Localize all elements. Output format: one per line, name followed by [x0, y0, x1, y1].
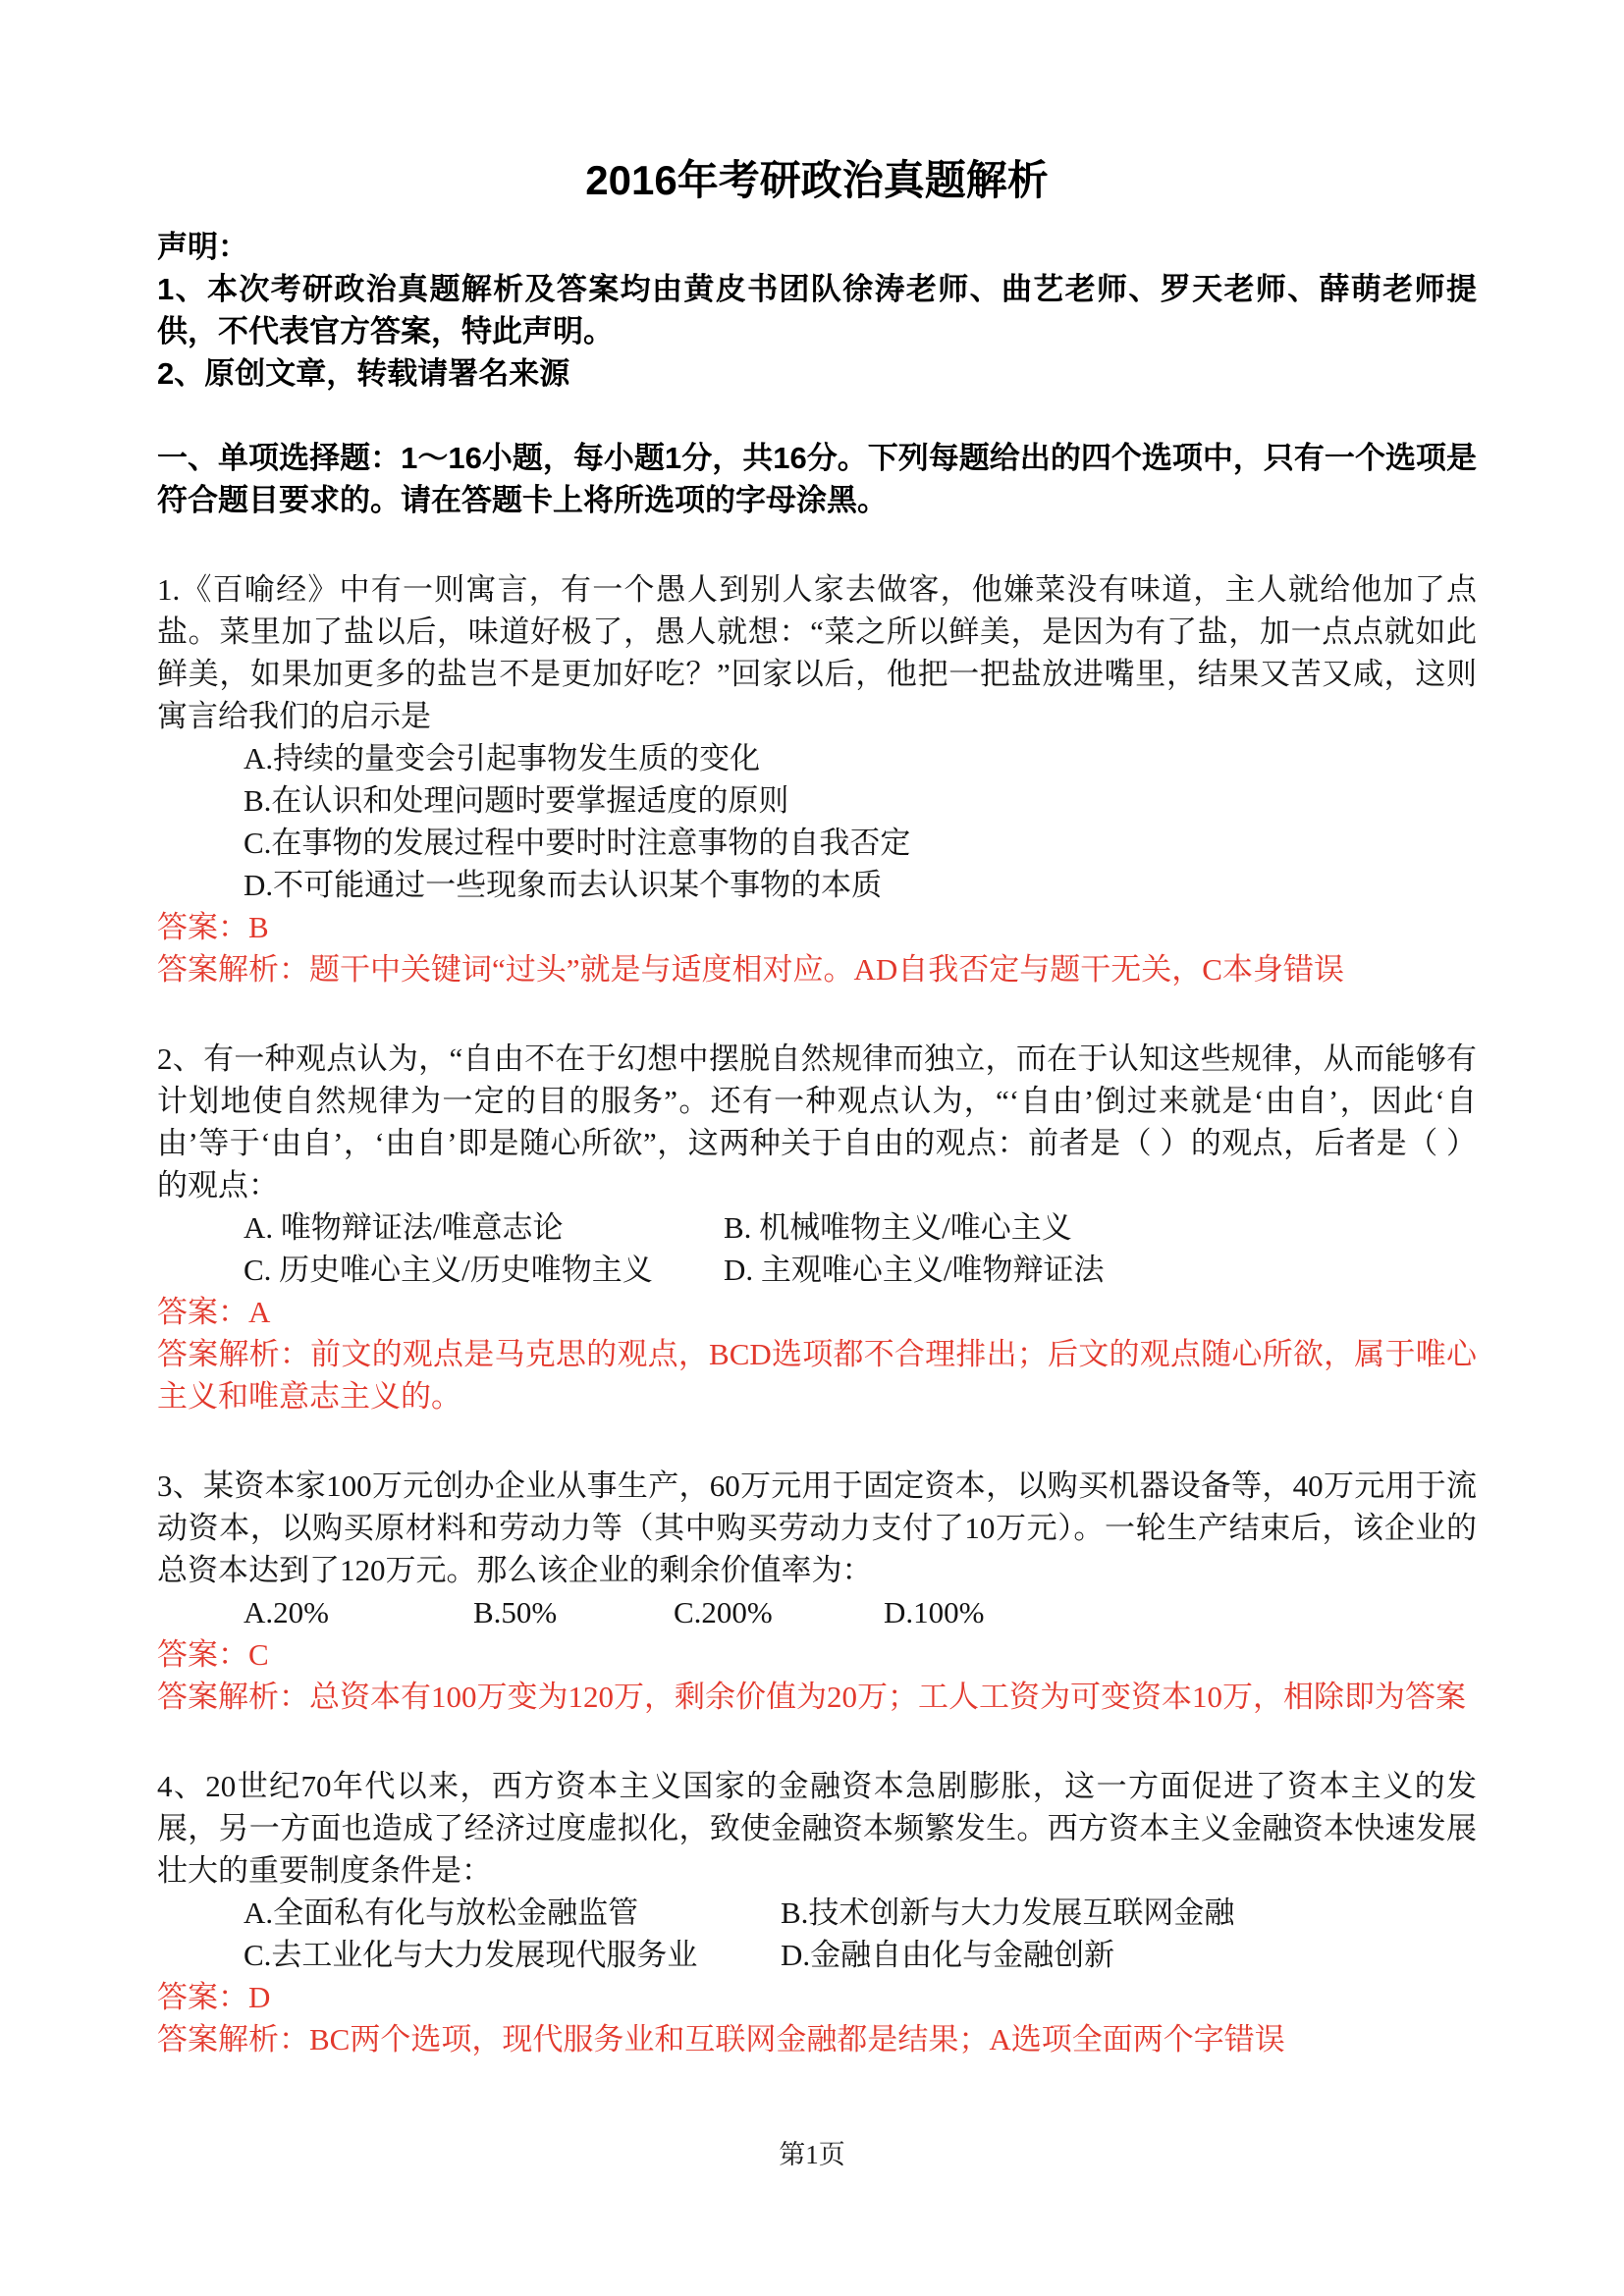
option-label: A. 唯物辩证法/唯意志论	[244, 1210, 564, 1245]
question-stem: 1.《百喻经》中有一则寓言，有一个愚人到别人家去做客，他嫌菜没有味道，主人就给他加了点盐。菜里加了盐以后，味道好极了，愚人就想：“菜之所以鲜美，是因为有了盐，加一点点就如此鲜美，如果加更多的盐岂不是更加好吃？”回家以后，他把一把盐放进嘴里，结果又苦又咸，这则寓言给我们的启示是	[157, 572, 1477, 733]
option-row	[157, 1206, 1477, 1249]
page-number: 第1页	[779, 2140, 845, 2169]
option-label: B.技术创新与大力发展互联网金融	[781, 1896, 1235, 1930]
option-row	[157, 1892, 1477, 1934]
option-item	[157, 864, 1477, 906]
option-label: A.20%	[244, 1595, 329, 1629]
question-stem: 3、某资本家100万元创办企业从事生产，60万元用于固定资本，以购买机器设备等，40万元用于流动资本，以购买原材料和劳动力等（其中购买劳动力支付了10万元）。一轮生产结束后，该企业的总资本达到了120万元。那么该企业的剩余价值率为：	[157, 1468, 1477, 1587]
page-title: 2016年考研政治真题解析	[585, 157, 1049, 203]
question-block-3	[157, 1465, 1477, 1718]
option-label: B. 机械唯物主义/唯心主义	[724, 1210, 1072, 1245]
answer-line: 答案：B	[157, 910, 269, 944]
declaration-line: 1、本次考研政治真题解析及答案均由黄皮书团队徐涛老师、曲艺老师、罗天老师、薛萌老师提供，不代表官方答案，特此声明。	[157, 272, 1477, 348]
analysis-line: 答案解析：BC两个选项，现代服务业和互联网金融都是结果；A选项全面两个字错误	[157, 2022, 1285, 2056]
option-row	[157, 1249, 1477, 1291]
question-block-1	[157, 568, 1477, 990]
option-label: D.不可能通过一些现象而去认识某个事物的本质	[244, 868, 883, 902]
option-row	[157, 1591, 1477, 1633]
analysis-line: 答案解析：前文的观点是马克思的观点，BCD选项都不合理排出；后文的观点随心所欲，属于唯心主义和唯意志主义的。	[157, 1337, 1477, 1414]
option-label: C. 历史唯心主义/历史唯物主义	[244, 1253, 653, 1287]
section-heading: 一、单项选择题：1～16小题，每小题1分，共16分。下列每题给出的四个选项中，只有一个选项是符合题目要求的。请在答题卡上将所选项的字母涂黑。	[157, 441, 1477, 517]
option-label: D.100%	[884, 1595, 985, 1629]
option-label: D.金融自由化与金融创新	[781, 1938, 1115, 1972]
option-label: B.在认识和处理问题时要掌握适度的原则	[244, 783, 789, 818]
question-block-2	[157, 1038, 1477, 1417]
option-item	[157, 822, 1477, 864]
option-item	[157, 779, 1477, 822]
option-label: C.在事物的发展过程中要时时注意事物的自我否定	[244, 826, 911, 860]
option-label: C.去工业化与大力发展现代服务业	[244, 1938, 698, 1972]
option-label: A.全面私有化与放松金融监管	[244, 1896, 639, 1930]
option-label: A.持续的量变会引起事物发生质的变化	[244, 741, 761, 775]
option-item	[157, 737, 1477, 779]
option-label: D. 主观唯心主义/唯物辩证法	[724, 1253, 1105, 1287]
question-stem: 2、有一种观点认为，“自由不在于幻想中摆脱自然规律而独立，而在于认知这些规律，从而能够有计划地使自然规律为一定的目的服务”。还有一种观点认为，“‘自由’倒过来就是‘由自’，因此‘自由’等于‘由自’，‘由自’即是随心所欲”，这两种关于自由的观点：前者是（ ）的观点，后者是（ ）的观点：	[157, 1041, 1477, 1202]
option-row	[157, 1934, 1477, 1976]
question-block-4	[157, 1765, 1477, 2060]
option-label: B.50%	[473, 1595, 558, 1629]
answer-line: 答案：D	[157, 1980, 271, 2014]
answer-line: 答案：C	[157, 1637, 269, 1672]
analysis-line: 答案解析：题干中关键词“过头”就是与适度相对应。AD自我否定与题干无关，C本身错误	[157, 952, 1344, 987]
answer-line: 答案：A	[157, 1295, 271, 1329]
question-stem: 4、20世纪70年代以来，西方资本主义国家的金融资本急剧膨胀，这一方面促进了资本主义的发展，另一方面也造成了经济过度虚拟化，致使金融资本频繁发生。西方资本主义金融资本快速发展壮大的重要制度条件是：	[157, 1769, 1477, 1888]
option-label: C.200%	[674, 1595, 773, 1629]
declaration-heading: 声明：	[157, 230, 248, 264]
analysis-line: 答案解析：总资本有100万变为120万，剩余价值为20万；工人工资为可变资本10万，相除即为答案	[157, 1680, 1466, 1714]
declaration-line: 2、原创文章，转载请署名来源	[157, 356, 570, 391]
declaration-block	[157, 226, 1477, 395]
